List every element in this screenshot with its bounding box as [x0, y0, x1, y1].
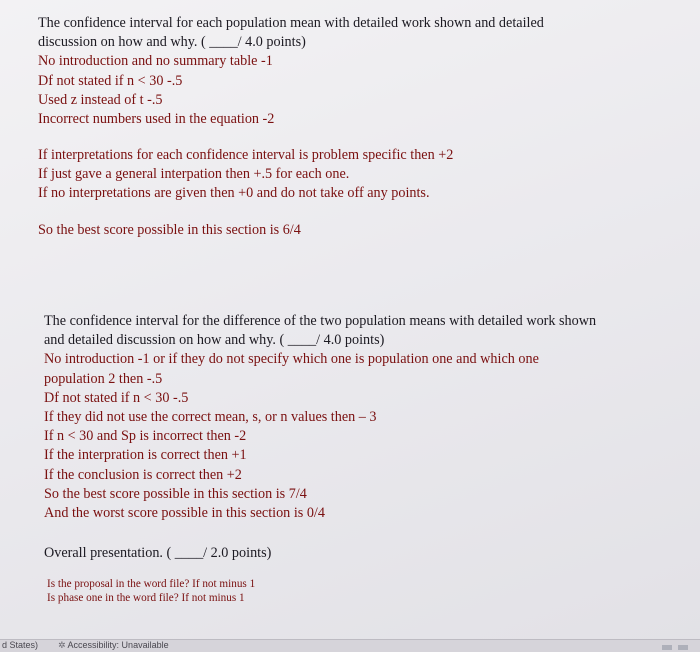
- section-ci-each-mean: [38, 14, 670, 129]
- section3-rule: If they did not use the correct mean, s, or n values then – 3: [44, 409, 377, 426]
- interpretation-rule: If no interpretations are given then +0 and do not take off any points.: [38, 185, 430, 202]
- section1-deduction: No introduction and no summary table -1: [38, 53, 273, 70]
- section1-deduction: Incorrect numbers used in the equation -2: [38, 111, 275, 128]
- section1-heading-line1: The confidence interval for each population mean with detailed work shown and detailed: [38, 15, 544, 31]
- interpretation-rule: If just gave a general interpation then +.5 for each one.: [38, 166, 350, 183]
- view-icon[interactable]: [662, 645, 672, 650]
- section3-intro-line2: population 2 then -.5: [44, 370, 163, 387]
- accessibility-text: Accessibility: Unavailable: [67, 640, 169, 650]
- accessibility-icon: ✲: [58, 640, 66, 650]
- section2-best-score: So the best score possible in this section is 6/4: [38, 221, 301, 238]
- accessibility-status[interactable]: [58, 640, 169, 651]
- status-bar-language[interactable]: d States): [2, 640, 39, 650]
- section3-rule: If the conclusion is correct then +2: [44, 466, 242, 483]
- section3-intro-line1: No introduction -1 or if they do not specify which one is population one and which one: [44, 351, 539, 368]
- word-file-check: Is the proposal in the word file? If not minus 1: [47, 578, 256, 590]
- section-interpretations: [38, 146, 670, 240]
- section1-heading-line2: discussion on how and why. ( ____/ 4.0 points): [38, 34, 306, 51]
- section3-rule: Df not stated if n < 30 -.5: [44, 389, 189, 406]
- section1-deduction: Df not stated if n < 30 -.5: [38, 72, 183, 89]
- view-controls[interactable]: [656, 642, 696, 648]
- section3-heading-line1: The confidence interval for the difference of the two population means with detailed work shown: [44, 313, 597, 329]
- word-file-check: Is phase one in the word file? If not minus 1: [47, 592, 245, 604]
- overall-presentation-line: Overall presentation. ( ____/ 2.0 points): [44, 545, 272, 561]
- section-ci-difference: [44, 312, 666, 523]
- view-icon[interactable]: [678, 645, 688, 650]
- section1-deduction: Used z instead of t -.5: [38, 91, 163, 108]
- section3-worst-score: And the worst score possible in this section is 0/4: [44, 505, 325, 522]
- section3-heading-line2: and detailed discussion on how and why. ( ____/ 4.0 points): [44, 332, 385, 349]
- section3-best-score: So the best score possible in this section is 7/4: [44, 485, 307, 502]
- interpretation-rule: If interpretations for each confidence interval is problem specific then +2: [38, 147, 454, 163]
- section3-rule: If n < 30 and Sp is incorrect then -2: [44, 428, 247, 445]
- section-word-file-checks: [47, 577, 647, 605]
- section-overall-presentation: [44, 544, 644, 563]
- section3-rule: If the interpration is correct then +1: [44, 447, 247, 464]
- status-bar: [0, 639, 700, 652]
